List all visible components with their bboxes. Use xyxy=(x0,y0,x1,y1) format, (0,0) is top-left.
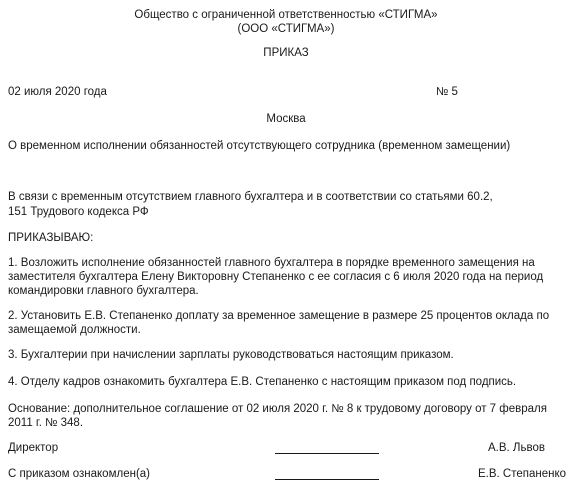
order-date: 02 июля 2020 года xyxy=(8,86,107,98)
director-label: Директор xyxy=(8,442,59,454)
organization-full-name: Общество с ограниченной ответственностью «СТИГМА» xyxy=(134,9,438,21)
preamble-line-1: В связи с временным отсутствием главного бухгалтера и в соответствии со статьями 60.2, xyxy=(8,191,493,203)
preamble-line-2: 151 Трудового кодекса РФ xyxy=(8,206,149,218)
acknowledgement-signature-line xyxy=(275,479,379,480)
order-city: Москва xyxy=(266,113,306,125)
order-number: № 5 xyxy=(436,86,458,98)
order-directive-heading: ПРИКАЗЫВАЮ: xyxy=(8,232,94,244)
director-name: А.В. Львов xyxy=(488,442,545,454)
order-item-1-line-3: командировки главного бухгалтера. xyxy=(8,285,199,297)
order-item-3: 3. Бухгалтерии при начислении зарплаты руководствоваться настоящим приказом. xyxy=(8,349,454,361)
acknowledgement-name: Е.В. Степаненко xyxy=(478,468,567,480)
basis-line-1: Основание: дополнительное соглашение от 02 июля 2020 г. № 8 к трудовому договору от 7 февраля xyxy=(8,403,547,415)
order-item-1-line-2: заместителя бухгалтера Елену Викторовну Степаненко с ее согласия с 6 июля 2020 года на период xyxy=(8,271,544,283)
order-subject: О временном исполнении обязанностей отсутствующего сотрудника (временном замещении) xyxy=(8,140,511,152)
order-item-2-line-2: замещаемой должности. xyxy=(8,324,141,336)
order-item-1-line-1: 1. Возложить исполнение обязанностей главного бухгалтера в порядке временного замещения на xyxy=(8,257,535,269)
acknowledgement-label: С приказом ознакомлен(а) xyxy=(8,468,150,480)
order-item-2-line-1: 2. Установить Е.В. Степаненко доплату за временное замещение в размере 25 процентов оклада по xyxy=(8,310,550,322)
basis-line-2: 2011 г. № 348. xyxy=(8,417,84,429)
document-type-title: ПРИКАЗ xyxy=(263,47,309,59)
order-item-4: 4. Отделу кадров ознакомить бухгалтера Е.В. Степаненко с настоящим приказом под подпись. xyxy=(8,376,517,388)
director-signature-line xyxy=(275,453,379,454)
organization-short-name: (ООО «СТИГМА») xyxy=(237,23,335,35)
